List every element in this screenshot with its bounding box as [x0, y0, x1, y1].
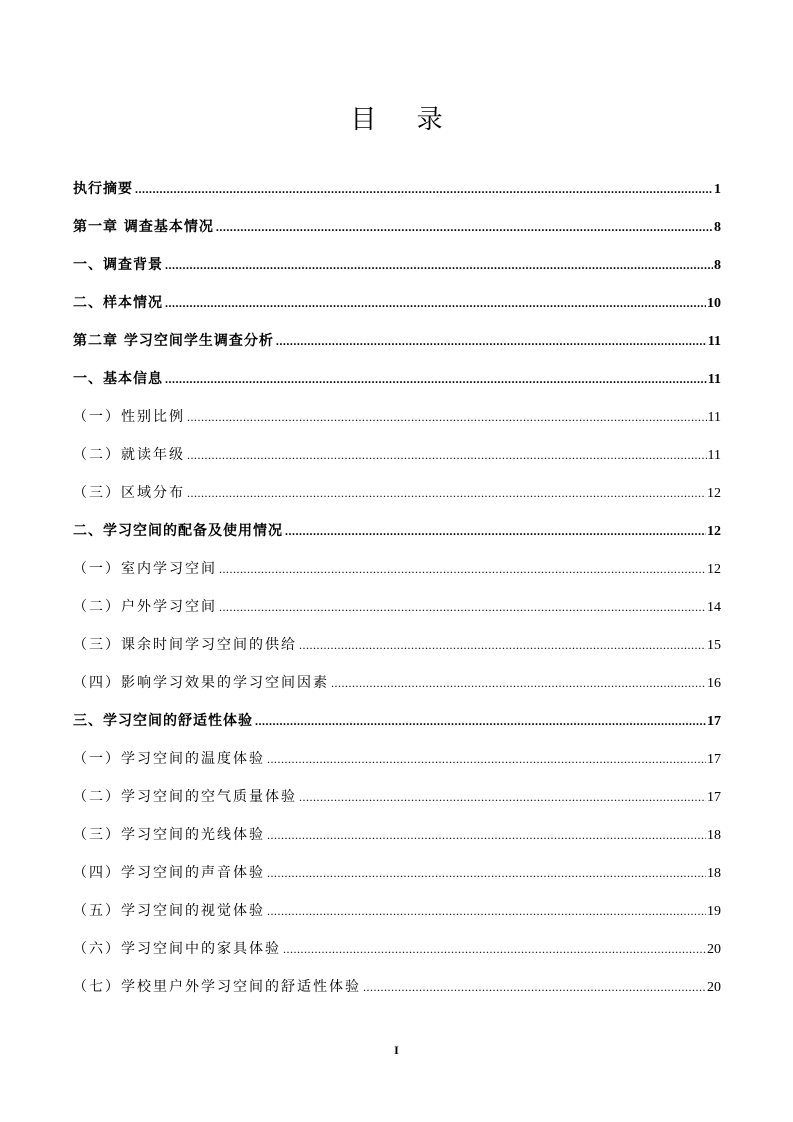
toc-dot-leader	[299, 634, 706, 656]
toc-dot-leader	[276, 330, 707, 352]
toc-dot-leader	[187, 444, 707, 466]
toc-entry-label: （四）影响学习效果的学习空间因素	[73, 675, 329, 691]
toc-entry[interactable]	[73, 938, 721, 976]
toc-entry[interactable]	[73, 330, 721, 368]
toc-dot-leader	[363, 976, 706, 998]
toc-entry[interactable]	[73, 292, 721, 330]
toc-entry[interactable]	[73, 976, 721, 1014]
toc-entry[interactable]	[73, 710, 721, 748]
toc-entry-page-number: 10	[707, 296, 721, 311]
toc-dot-leader	[187, 406, 707, 428]
toc-dot-leader	[165, 254, 713, 276]
toc-entry-label: （一）性别比例	[73, 409, 185, 425]
toc-entry[interactable]	[73, 254, 721, 292]
toc-entry[interactable]	[73, 672, 721, 710]
toc-entry-page-number: 18	[707, 828, 721, 843]
toc-entry-page-number: 11	[707, 372, 721, 387]
toc-entry-label: 三、学习空间的舒适性体验	[73, 713, 253, 729]
toc-dot-leader	[165, 292, 706, 314]
toc-entry[interactable]	[73, 900, 721, 938]
toc-entry-label: （六）学习空间中的家具体验	[73, 941, 281, 957]
toc-entry-label: 二、学习空间的配备及使用情况	[73, 523, 283, 539]
toc-entry-page-number: 17	[707, 752, 721, 767]
toc-entry-page-number: 17	[707, 790, 721, 805]
toc-dot-leader	[267, 824, 706, 846]
toc-entry[interactable]	[73, 824, 721, 862]
toc-entry-page-number: 17	[707, 714, 721, 729]
toc-dot-leader	[135, 178, 713, 200]
toc-entry-page-number: 12	[707, 486, 721, 501]
toc-dot-leader	[219, 596, 706, 618]
toc-entry-label: （一）室内学习空间	[73, 561, 217, 577]
toc-dot-leader	[216, 216, 713, 238]
toc-entry[interactable]	[73, 748, 721, 786]
toc-entry[interactable]	[73, 444, 721, 482]
toc-entry-label: （三）学习空间的光线体验	[73, 827, 265, 843]
toc-entry-page-number: 20	[707, 980, 721, 995]
toc-dot-leader	[255, 710, 706, 732]
toc-entry[interactable]	[73, 216, 721, 254]
toc-entry-label: （三）课余时间学习空间的供给	[73, 637, 297, 653]
toc-entry[interactable]	[73, 368, 721, 406]
toc-entry-page-number: 8	[714, 258, 721, 273]
toc-entry[interactable]	[73, 634, 721, 672]
toc-entry-label: （一）学习空间的温度体验	[73, 751, 265, 767]
toc-dot-leader	[267, 862, 706, 884]
toc-entry-label: （二）学习空间的空气质量体验	[73, 789, 297, 805]
toc-entry-page-number: 1	[714, 182, 721, 197]
toc-entry-page-number: 20	[707, 942, 721, 957]
toc-entry[interactable]	[73, 558, 721, 596]
toc-entry-label: （七）学校里户外学习空间的舒适性体验	[73, 979, 361, 995]
toc-dot-leader	[285, 520, 706, 542]
toc-entry-label: （三）区域分布	[73, 485, 185, 501]
toc-entry-label: （五）学习空间的视觉体验	[73, 903, 265, 919]
toc-entry-label: 第一章 调查基本情况	[73, 219, 214, 235]
toc-dot-leader	[165, 368, 707, 390]
toc-entry-page-number: 11	[707, 448, 721, 463]
toc-title: 目 录	[350, 105, 459, 135]
toc-entry[interactable]	[73, 596, 721, 634]
toc-entry[interactable]	[73, 862, 721, 900]
toc-entry[interactable]	[73, 786, 721, 824]
toc-entry-page-number: 18	[707, 866, 721, 881]
toc-entry-label: 第二章 学习空间学生调查分析	[73, 333, 274, 349]
toc-entry-page-number: 12	[707, 524, 721, 539]
toc-entry-label: 二、样本情况	[73, 295, 163, 311]
toc-dot-leader	[267, 900, 706, 922]
toc-entry-page-number: 14	[707, 600, 721, 615]
toc-entry[interactable]	[73, 406, 721, 444]
toc-entry-label: 执行摘要	[73, 181, 133, 197]
toc-dot-leader	[331, 672, 706, 694]
toc-entry-page-number: 11	[707, 410, 721, 425]
toc-entry[interactable]	[73, 178, 721, 216]
toc-entry-page-number: 12	[707, 562, 721, 577]
toc-dot-leader	[267, 748, 706, 770]
toc-entry-label: （四）学习空间的声音体验	[73, 865, 265, 881]
toc-entry-page-number: 16	[707, 676, 721, 691]
toc-dot-leader	[187, 482, 706, 504]
toc-entry-page-number: 15	[707, 638, 721, 653]
page-number: I	[394, 1043, 399, 1057]
toc-entry[interactable]	[73, 482, 721, 520]
toc-dot-leader	[299, 786, 706, 808]
toc-entry-label: （二）户外学习空间	[73, 599, 217, 615]
toc-dot-leader	[283, 938, 706, 960]
toc-entry[interactable]	[73, 520, 721, 558]
toc-entry-page-number: 19	[707, 904, 721, 919]
toc-dot-leader	[219, 558, 706, 580]
toc-entry-label: 一、基本信息	[73, 371, 163, 387]
table-of-contents	[73, 178, 721, 1014]
toc-entry-page-number: 11	[707, 334, 721, 349]
toc-entry-label: （二）就读年级	[73, 447, 185, 463]
toc-entry-label: 一、调查背景	[73, 257, 163, 273]
toc-entry-page-number: 8	[714, 220, 721, 235]
